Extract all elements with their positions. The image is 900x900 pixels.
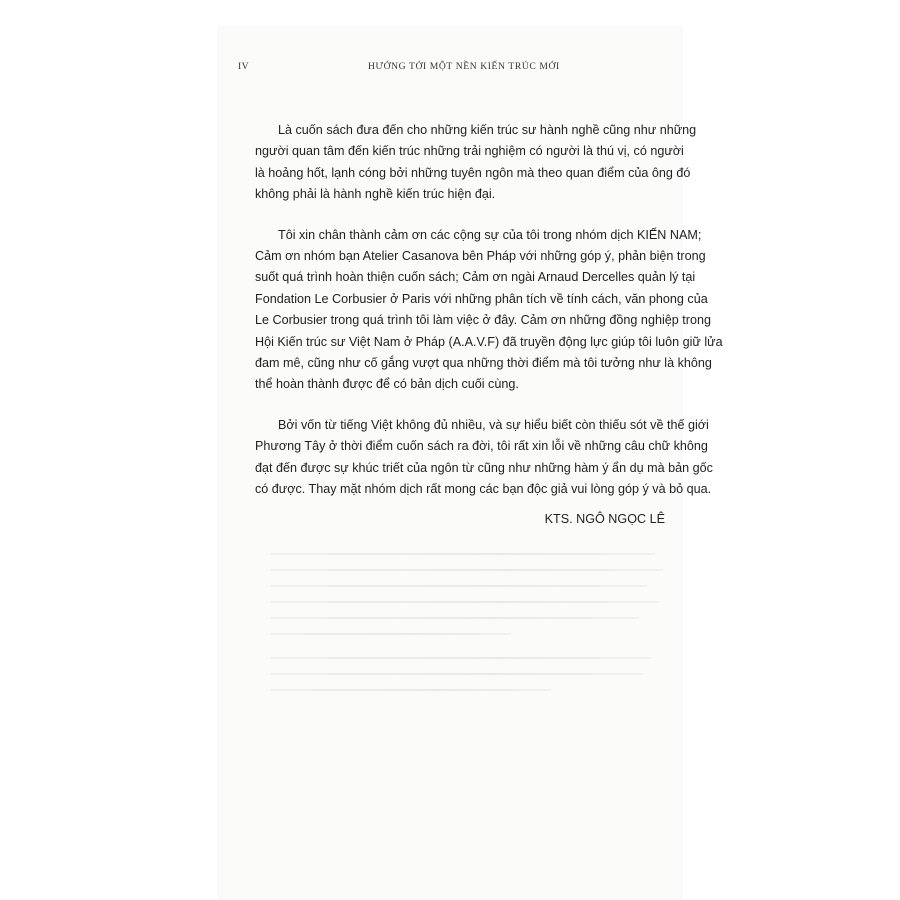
paragraph-apology — [255, 415, 713, 501]
text-line: thể hoàn thành được để có bản dịch cuối cùng. — [255, 377, 519, 392]
page-number: IV — [238, 61, 249, 72]
text-line: đạt đến được sự khúc triết của ngôn từ cũng như những hàm ý ẩn dụ mà bản gốc — [255, 460, 713, 475]
text-line: đam mê, cũng như cố gắng vượt qua những thời điểm mà tôi tưởng như là không — [255, 356, 712, 371]
page-body — [255, 120, 723, 520]
page-header — [238, 61, 668, 77]
text-line: Tôi xin chân thành cảm ơn các cộng sự của tôi trong nhóm dịch KIẾN NAM; — [278, 227, 702, 242]
text-line: Là cuốn sách đưa đến cho những kiến trúc sư hành nghề cũng như những — [278, 123, 697, 137]
text-line: Fondation Le Corbusier ở Paris với những phân tích về tính cách, văn phong của — [255, 291, 708, 306]
running-title: HƯỚNG TỚI MỘT NỀN KIẾN TRÚC MỚI — [368, 61, 560, 72]
author-signature: KTS. NGÔ NGỌC LÊ — [544, 512, 665, 526]
text-line: Hội Kiến trúc sư Việt Nam ở Pháp (A.A.V.F) đã truyền động lực giúp tôi luôn giữ lửa — [255, 334, 723, 349]
text-line: Bởi vốn từ tiếng Việt không đủ nhiều, và sự hiểu biết còn thiếu sót về thế giới — [278, 417, 709, 432]
paragraph-intro — [255, 120, 697, 206]
text-line: Cảm ơn nhóm bạn Atelier Casanova bên Pháp với những góp ý, phản biện trong — [255, 249, 706, 264]
text-line: người quan tâm đến kiến trúc những trải nghiệm có người là thú vị, có người — [255, 144, 684, 159]
text-line: không phải là hành nghề kiến trúc hiện đại. — [255, 187, 496, 202]
text-line: suốt quá trình hoàn thiện cuốn sách; Cảm ơn ngài Arnaud Dercelles quản lý tại — [255, 270, 696, 285]
book-page — [219, 27, 723, 900]
show-through-text — [271, 547, 671, 705]
text-line: Le Corbusier trong quá trình tôi làm việc ở đây. Cảm ơn những đồng nghiệp trong — [255, 313, 711, 328]
paragraph-thanks — [255, 225, 723, 396]
text-line: là hoảng hốt, lạnh cóng bởi những tuyên ngôn mà theo quan điểm của ông đó — [255, 165, 691, 180]
text-line: Phương Tây ở thời điểm cuốn sách ra đời, tôi rất xin lỗi về những câu chữ không — [255, 439, 708, 454]
text-line: có được. Thay mặt nhóm dịch rất mong các bạn độc giả vui lòng góp ý và bỏ qua. — [255, 482, 712, 497]
